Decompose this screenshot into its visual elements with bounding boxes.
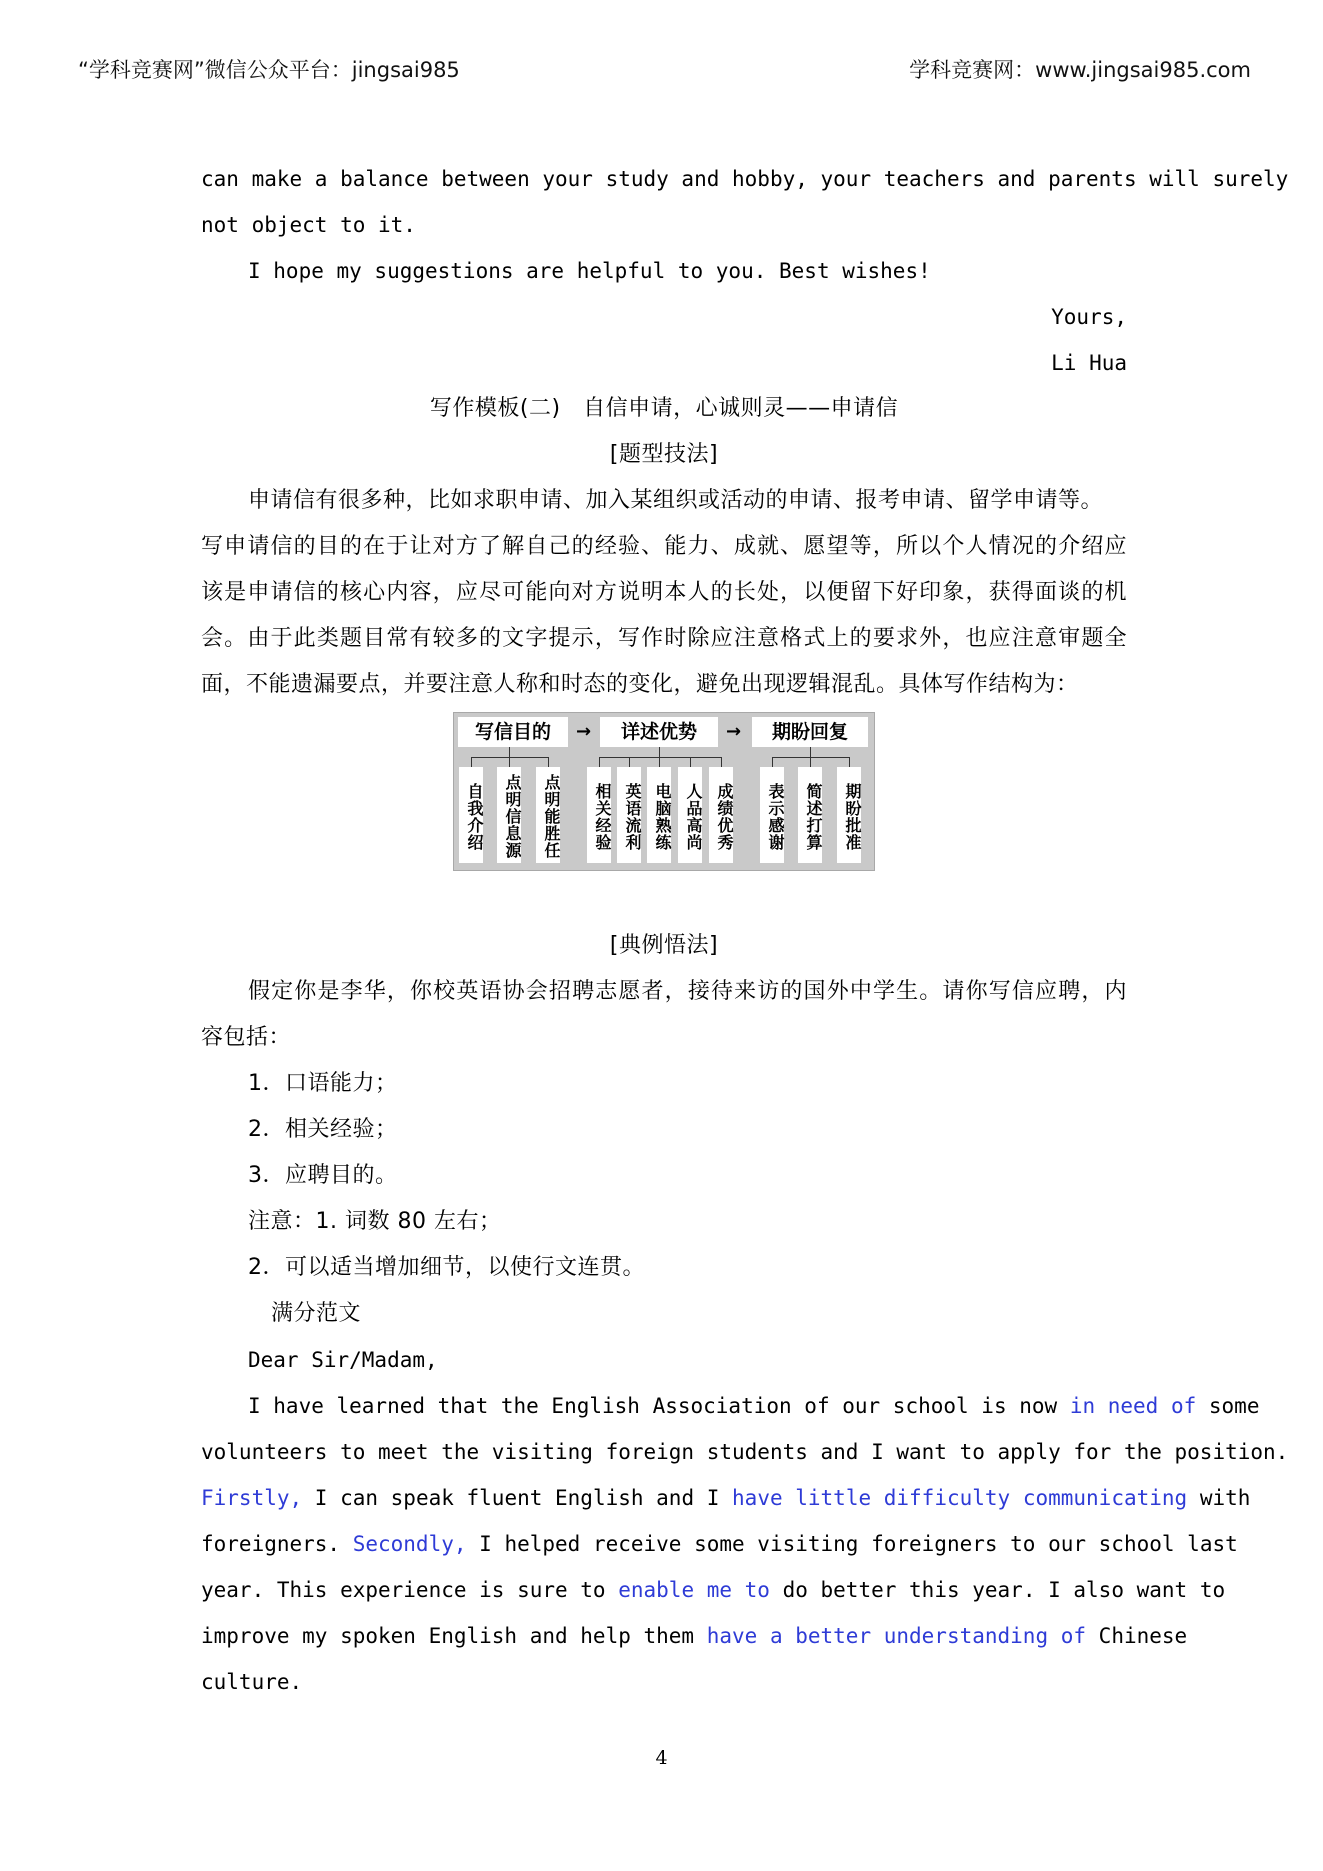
essay-text: some xyxy=(1196,1394,1260,1418)
essay-text: I helped receive some visiting foreigners to our school last xyxy=(466,1532,1238,1556)
letter-signature: Li Hua xyxy=(1051,351,1127,375)
essay-line xyxy=(201,1613,1188,1659)
letter-closing: Yours, xyxy=(1051,305,1127,329)
prompt-line: 容包括： xyxy=(201,1025,292,1050)
paragraph-line: 该是申请信的核心内容，应尽可能向对方说明本人的长处，以便留下好印象，获得面谈的机 xyxy=(201,580,1127,605)
letter-line: not object to it. xyxy=(201,213,416,237)
connector-line xyxy=(599,757,721,758)
highlight-phrase: in need of xyxy=(1069,1394,1197,1418)
essay-text: I can speak fluent English and I xyxy=(302,1486,733,1510)
essay-text: year. This experience is sure to xyxy=(201,1578,619,1602)
essay-line xyxy=(201,1383,1260,1429)
diagram-box-advantages: 详述优势 xyxy=(600,717,718,747)
tech-heading: [题型技法] xyxy=(609,442,719,467)
section-title: 写作模板(二) 自信申请，心诚则灵——申请信 xyxy=(429,396,899,421)
diagram-item: 点明信息源 xyxy=(497,767,521,863)
essay-line xyxy=(201,1475,1251,1521)
diagram-item: 表示感谢 xyxy=(760,767,784,863)
highlight-phrase: have a better understanding of xyxy=(706,1624,1087,1648)
letter-line: can make a balance between your study and hobby, your teachers and parents will surely xyxy=(201,167,1289,191)
connector-line xyxy=(548,757,549,767)
connector-line xyxy=(721,757,722,767)
connector-line xyxy=(849,757,850,767)
highlight-phrase: enable me to xyxy=(618,1578,770,1602)
essay-line: culture. xyxy=(201,1670,303,1694)
paragraph-line: 写申请信的目的在于让对方了解自己的经验、能力、成就、愿望等，所以个人情况的介绍应 xyxy=(201,534,1127,559)
diagram-item: 自我介绍 xyxy=(459,767,483,863)
page-number: 4 xyxy=(655,1747,668,1769)
prompt-point: 1．口语能力； xyxy=(248,1071,398,1096)
diagram-box-purpose: 写信目的 xyxy=(458,717,568,747)
salutation: Dear Sir/Madam, xyxy=(248,1348,438,1372)
connector-line xyxy=(471,757,472,767)
highlight-phrase: have little difficulty communicating xyxy=(732,1486,1188,1510)
connector-line xyxy=(772,757,773,767)
connector-line xyxy=(509,747,510,757)
diagram-item: 英语流利 xyxy=(617,767,641,863)
connector-line xyxy=(599,757,600,767)
arrow-icon: → xyxy=(726,721,742,742)
diagram-item: 期盼批准 xyxy=(837,767,861,863)
diagram-item: 电脑熟练 xyxy=(647,767,671,863)
connector-line xyxy=(629,757,630,767)
structure-diagram xyxy=(453,712,875,871)
header-left-text: “学科竞赛网”微信公众平台：jingsai985 xyxy=(78,58,460,82)
essay-text: Chinese xyxy=(1086,1624,1188,1648)
diagram-item: 相关经验 xyxy=(587,767,611,863)
diagram-item: 人品高尚 xyxy=(678,767,702,863)
connector-line xyxy=(659,747,660,757)
essay-text: I have learned that the English Association of our school is now xyxy=(248,1394,1070,1418)
header-right-text: 学科竞赛网：www.jingsai985.com xyxy=(909,58,1251,82)
prompt-point: 3．应聘目的。 xyxy=(248,1163,398,1188)
connector-line xyxy=(509,757,510,767)
essay-text: with xyxy=(1187,1486,1251,1510)
essay-line: volunteers to meet the visiting foreign students and I want to apply for the position. xyxy=(201,1440,1289,1464)
essay-line xyxy=(201,1521,1238,1567)
essay-text: improve my spoken English and help them xyxy=(201,1624,707,1648)
diagram-item: 简述打算 xyxy=(798,767,822,863)
paragraph-line: 会。由于此类题目常有较多的文字提示，写作时除应注意格式上的要求外，也应注意审题全 xyxy=(201,626,1127,651)
note-line: 2．可以适当增加细节，以使行文连贯。 xyxy=(248,1255,645,1280)
highlight-phrase: Firstly, xyxy=(201,1486,303,1510)
connector-line xyxy=(690,757,691,767)
essay-line xyxy=(201,1567,1226,1613)
note-line: 注意：1. 词数 80 左右； xyxy=(248,1209,502,1234)
page-content xyxy=(201,156,1289,1705)
connector-line xyxy=(659,757,660,767)
diagram-item: 成绩优秀 xyxy=(709,767,733,863)
highlight-phrase: Secondly, xyxy=(352,1532,467,1556)
model-label: 满分范文 xyxy=(271,1301,362,1326)
diagram-box-reply: 期盼回复 xyxy=(752,717,868,747)
letter-line: I hope my suggestions are helpful to you. Best wishes! xyxy=(248,259,931,283)
arrow-icon: → xyxy=(576,721,592,742)
prompt-point: 2．相关经验； xyxy=(248,1117,398,1142)
connector-line xyxy=(810,757,811,767)
essay-text: foreigners. xyxy=(201,1532,353,1556)
diagram-item: 点明能胜任 xyxy=(536,767,560,863)
paragraph-line: 申请信有很多种，比如求职申请、加入某组织或活动的申请、报考申请、留学申请等。 xyxy=(248,488,1104,513)
essay-text: do better this year. I also want to xyxy=(769,1578,1226,1602)
example-heading: [典例悟法] xyxy=(609,933,719,958)
prompt-line: 假定你是李华，你校英语协会招聘志愿者，接待来访的国外中学生。请你写信应聘，内 xyxy=(248,979,1127,1004)
paragraph-line: 面，不能遗漏要点，并要注意人称和时态的变化，避免出现逻辑混乱。具体写作结构为： xyxy=(201,672,1079,697)
connector-line xyxy=(810,747,811,757)
